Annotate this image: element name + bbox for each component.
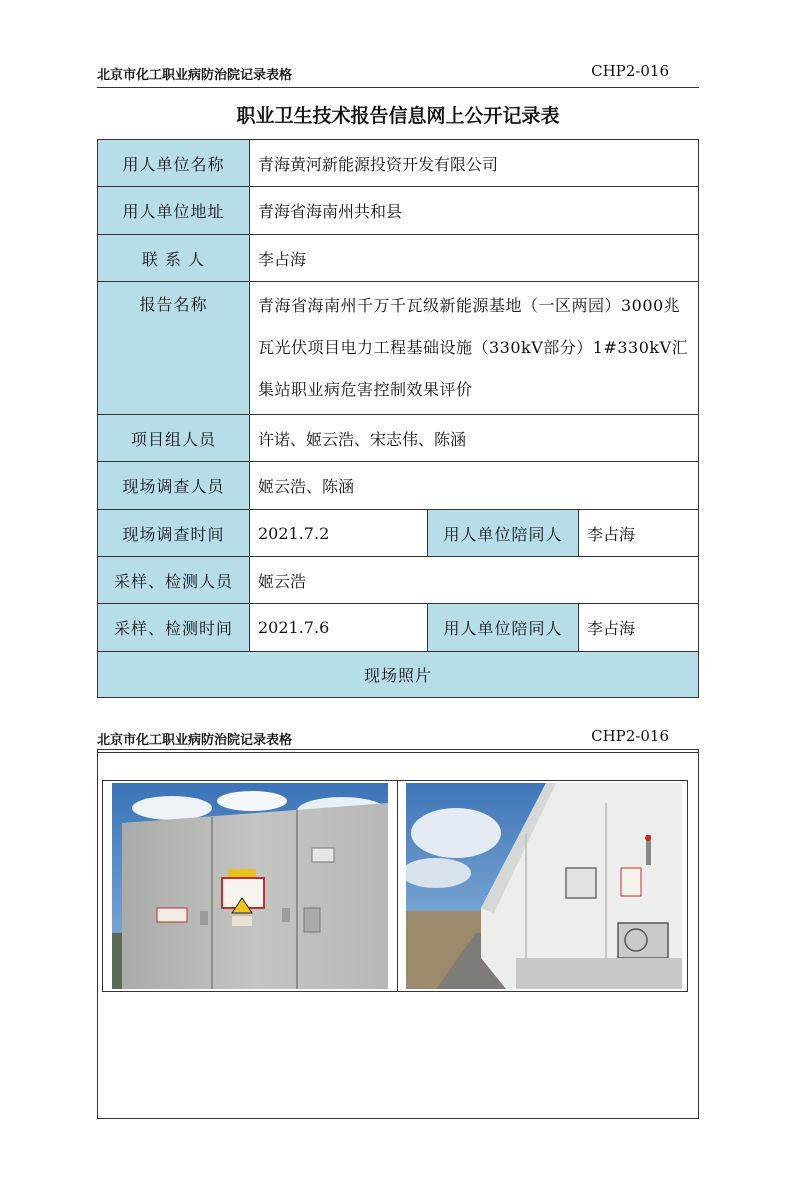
photo-divider — [397, 781, 398, 991]
value-employer-name: 青海黄河新能源投资开发有限公司 — [250, 140, 699, 187]
organization-name-2: 北京市化工职业病防治院记录表格 — [97, 733, 293, 748]
value-sampling-companion: 李占海 — [579, 604, 699, 652]
document-title: 职业卫生技术报告信息网上公开记录表 — [236, 105, 560, 127]
value-employer-address: 青海省海南州共和县 — [250, 187, 699, 235]
photo-section — [97, 749, 699, 1119]
label-report-name: 报告名称 — [98, 282, 250, 415]
row-survey-staff — [98, 462, 699, 510]
site-photo-building — [406, 783, 682, 989]
value-sampling-time: 2021.7.6 — [250, 604, 428, 652]
page-header — [97, 62, 699, 84]
row-photos — [98, 652, 699, 698]
value-contact: 李占海 — [250, 235, 699, 282]
form-code-2: CHP2-016 — [591, 727, 669, 745]
label-sampling-time: 采样、检测时间 — [98, 604, 250, 652]
row-contact — [98, 235, 699, 282]
label-survey-time: 现场调查时间 — [98, 510, 250, 557]
row-report-name — [98, 282, 699, 415]
label-survey-staff: 现场调查人员 — [98, 462, 250, 510]
record-table — [97, 139, 699, 698]
value-sampling-staff: 姬云浩 — [250, 557, 699, 604]
row-sampling-staff — [98, 557, 699, 604]
row-survey-time — [98, 510, 699, 557]
header-rule — [97, 87, 699, 88]
page-header-2 — [97, 727, 699, 749]
label-project-team: 项目组人员 — [98, 415, 250, 462]
label-employer-address: 用人单位地址 — [98, 187, 250, 235]
row-employer-address — [98, 187, 699, 235]
label-sampling-companion: 用人单位陪同人 — [428, 604, 579, 652]
photo-frame — [102, 780, 688, 992]
site-photo-cabinet — [112, 783, 388, 989]
value-survey-time: 2021.7.2 — [250, 510, 428, 557]
value-report-name: 青海省海南州千万千瓦级新能源基地（一区两园）3000兆瓦光伏项目电力工程基础设施（330kV部分）1#330kV汇集站职业病危害控制效果评价 — [250, 282, 699, 415]
label-photos: 现场照片 — [98, 652, 699, 698]
label-employer-name: 用人单位名称 — [98, 140, 250, 187]
value-survey-companion: 李占海 — [579, 510, 699, 557]
row-employer-name — [98, 140, 699, 187]
form-code: CHP2-016 — [591, 62, 669, 80]
row-sampling-time — [98, 604, 699, 652]
label-survey-companion: 用人单位陪同人 — [428, 510, 579, 557]
organization-name: 北京市化工职业病防治院记录表格 — [97, 68, 293, 83]
label-contact: 联 系 人 — [98, 235, 250, 282]
label-sampling-staff: 采样、检测人员 — [98, 557, 250, 604]
value-project-team: 许诺、姬云浩、宋志伟、陈涵 — [250, 415, 699, 462]
row-project-team — [98, 415, 699, 462]
value-survey-staff: 姬云浩、陈涵 — [250, 462, 699, 510]
